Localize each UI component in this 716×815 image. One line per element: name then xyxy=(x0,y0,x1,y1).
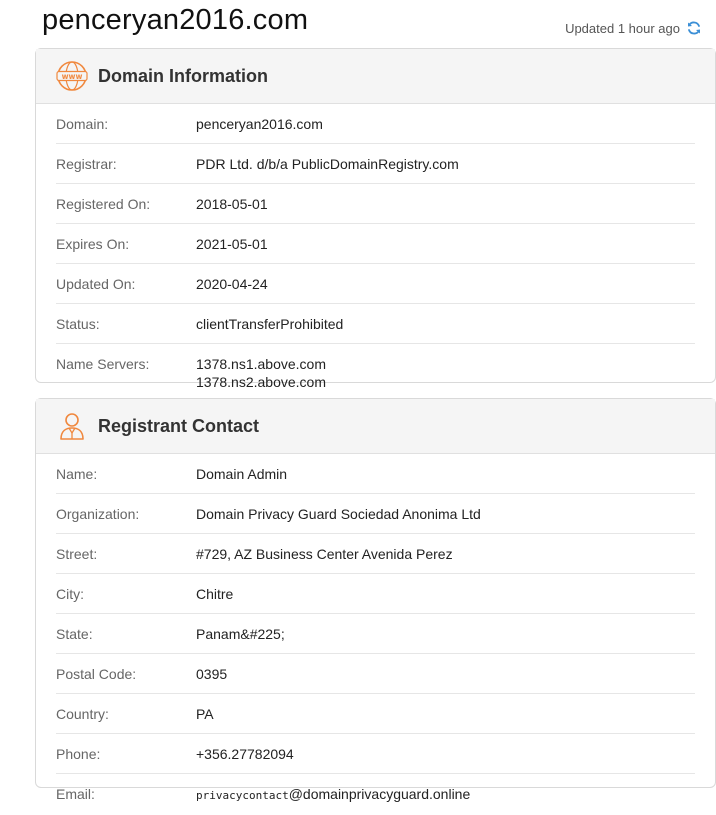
value-domain: penceryan2016.com xyxy=(196,116,323,132)
label-registrar: Registrar: xyxy=(56,156,117,172)
label-country: Country: xyxy=(56,706,109,722)
domain-information-header xyxy=(36,49,715,104)
label-name-servers: Name Servers: xyxy=(56,356,150,372)
label-domain: Domain: xyxy=(56,116,109,132)
registrant-contact-title: Registrant Contact xyxy=(98,415,260,436)
label-city: City: xyxy=(56,586,84,602)
label-status: Status: xyxy=(56,316,100,332)
updated-text: Updated 1 hour ago xyxy=(565,20,680,36)
row-name xyxy=(56,454,695,494)
value-updated-on: 2020-04-24 xyxy=(196,276,268,292)
domain-information-card xyxy=(35,48,716,390)
row-postal-code xyxy=(56,654,695,694)
www-globe-icon xyxy=(56,60,88,92)
label-phone: Phone: xyxy=(56,746,101,762)
value-country: PA xyxy=(196,706,214,722)
value-street: #729, AZ Business Center Avenida Perez xyxy=(196,546,453,562)
row-country xyxy=(56,694,695,734)
person-icon xyxy=(56,410,88,442)
registrant-contact-card xyxy=(35,398,716,802)
row-registrar xyxy=(56,144,695,184)
value-email xyxy=(196,774,470,815)
label-postal-code: Postal Code: xyxy=(56,666,137,682)
updated-status xyxy=(565,20,702,36)
label-street: Street: xyxy=(56,546,98,562)
label-email: Email: xyxy=(56,786,95,802)
email-domain: @domainprivacyguard.online xyxy=(288,786,471,802)
page-title: penceryan2016.com xyxy=(42,4,309,36)
label-updated-on: Updated On: xyxy=(56,276,136,292)
value-organization: Domain Privacy Guard Sociedad Anonima Ltd xyxy=(196,506,481,522)
value-name-servers xyxy=(196,344,326,401)
email-user: privacycontact xyxy=(196,789,289,802)
refresh-icon[interactable] xyxy=(686,20,702,36)
row-street xyxy=(56,534,695,574)
value-expires-on: 2021-05-01 xyxy=(196,236,268,252)
name-server-2: 1378.ns2.above.com xyxy=(196,374,326,390)
value-state: Panam&#225; xyxy=(196,626,285,642)
domain-information-rows xyxy=(36,104,715,401)
row-city xyxy=(56,574,695,614)
value-postal-code: 0395 xyxy=(196,666,228,682)
registrant-contact-rows xyxy=(36,454,715,815)
label-expires-on: Expires On: xyxy=(56,236,130,252)
label-state: State: xyxy=(56,626,93,642)
value-registered-on: 2018-05-01 xyxy=(196,196,268,212)
row-organization xyxy=(56,494,695,534)
row-name-servers xyxy=(56,344,695,401)
value-status: clientTransferProhibited xyxy=(196,316,344,332)
row-domain xyxy=(56,104,695,144)
value-registrar: PDR Ltd. d/b/a PublicDomainRegistry.com xyxy=(196,156,459,172)
value-name: Domain Admin xyxy=(196,466,288,482)
registrant-contact-header xyxy=(36,399,715,454)
row-phone xyxy=(56,734,695,774)
label-name: Name: xyxy=(56,466,98,482)
label-registered-on: Registered On: xyxy=(56,196,151,212)
svg-text:www: www xyxy=(61,72,83,81)
row-state xyxy=(56,614,695,654)
value-city: Chitre xyxy=(196,586,234,602)
domain-information-title: Domain Information xyxy=(98,65,268,86)
row-email xyxy=(56,774,695,815)
row-expires-on xyxy=(56,224,695,264)
name-server-1: 1378.ns1.above.com xyxy=(196,356,326,372)
row-registered-on xyxy=(56,184,695,224)
row-updated-on xyxy=(56,264,695,304)
value-phone: +356.27782094 xyxy=(196,746,294,762)
label-organization: Organization: xyxy=(56,506,140,522)
row-status xyxy=(56,304,695,344)
